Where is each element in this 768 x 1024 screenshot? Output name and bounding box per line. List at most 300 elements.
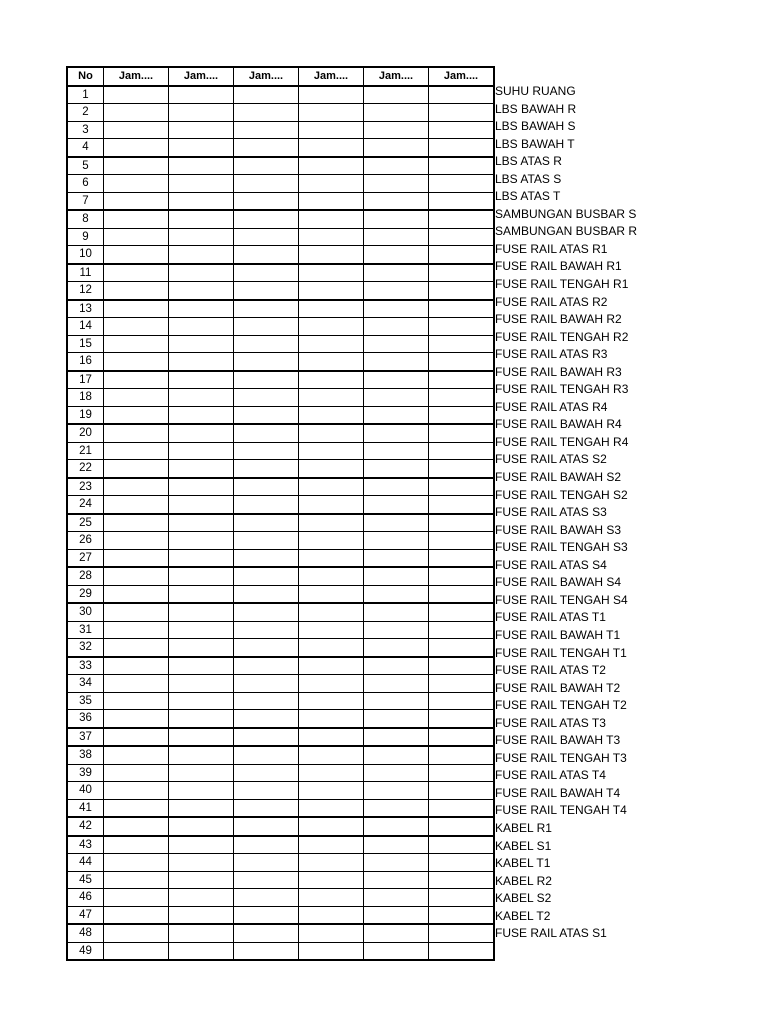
entry-cell[interactable]	[104, 460, 169, 478]
row-label: KABEL S1	[495, 838, 552, 853]
table-row	[67, 406, 494, 424]
entry-cell[interactable]	[299, 692, 364, 710]
entry-cell[interactable]	[364, 353, 429, 371]
entry-cell[interactable]	[104, 192, 169, 210]
entry-cell[interactable]	[364, 282, 429, 300]
entry-cell[interactable]	[234, 157, 299, 175]
entry-cell[interactable]	[429, 264, 495, 282]
entry-cell[interactable]	[364, 496, 429, 514]
entry-cell[interactable]	[364, 728, 429, 747]
entry-cell[interactable]	[234, 764, 299, 782]
entry-cell[interactable]	[104, 478, 169, 496]
entry-cell[interactable]	[364, 192, 429, 210]
entry-cell[interactable]	[169, 389, 234, 407]
entry-cell[interactable]	[104, 139, 169, 157]
entry-cell[interactable]	[429, 514, 495, 532]
entry-cell[interactable]	[364, 854, 429, 872]
entry-cell[interactable]	[104, 175, 169, 193]
entry-cell[interactable]	[234, 924, 299, 942]
entry-cell[interactable]	[234, 675, 299, 693]
entry-cell[interactable]	[364, 514, 429, 532]
entry-cell[interactable]	[364, 264, 429, 282]
entry-cell[interactable]	[299, 86, 364, 104]
entry-cell[interactable]	[234, 603, 299, 621]
entry-cell[interactable]	[104, 906, 169, 924]
entry-cell[interactable]	[364, 228, 429, 246]
row-number: 31	[67, 621, 104, 639]
entry-cell[interactable]	[429, 406, 495, 424]
entry-cell[interactable]	[169, 549, 234, 567]
entry-cell[interactable]	[104, 424, 169, 442]
entry-cell[interactable]	[299, 567, 364, 585]
entry-cell[interactable]	[364, 567, 429, 585]
entry-cell[interactable]	[234, 532, 299, 550]
entry-cell[interactable]	[299, 406, 364, 424]
entry-cell[interactable]	[429, 192, 495, 210]
entry-cell[interactable]	[299, 728, 364, 747]
entry-cell[interactable]	[169, 335, 234, 353]
entry-cell[interactable]	[299, 782, 364, 800]
entry-cell[interactable]	[429, 86, 495, 104]
entry-cell[interactable]	[104, 799, 169, 817]
entry-cell[interactable]	[169, 157, 234, 175]
entry-cell[interactable]	[169, 514, 234, 532]
entry-cell[interactable]	[169, 532, 234, 550]
entry-cell[interactable]	[234, 567, 299, 585]
entry-cell[interactable]	[169, 567, 234, 585]
entry-cell[interactable]	[429, 871, 495, 889]
entry-cell[interactable]	[169, 353, 234, 371]
entry-cell[interactable]	[234, 782, 299, 800]
entry-cell[interactable]	[104, 603, 169, 621]
entry-cell[interactable]	[429, 799, 495, 817]
entry-cell[interactable]	[104, 692, 169, 710]
entry-cell[interactable]	[234, 585, 299, 603]
entry-cell[interactable]	[104, 264, 169, 282]
entry-cell[interactable]	[234, 318, 299, 336]
entry-cell[interactable]	[299, 889, 364, 907]
entry-cell[interactable]	[169, 836, 234, 854]
entry-cell[interactable]	[299, 371, 364, 389]
entry-cell[interactable]	[299, 942, 364, 960]
entry-cell[interactable]	[169, 675, 234, 693]
entry-cell[interactable]	[364, 442, 429, 460]
entry-cell[interactable]	[104, 854, 169, 872]
entry-cell[interactable]	[104, 942, 169, 960]
entry-cell[interactable]	[169, 728, 234, 747]
entry-cell[interactable]	[234, 175, 299, 193]
header-jam-5: Jam....	[364, 67, 429, 86]
entry-cell[interactable]	[429, 889, 495, 907]
entry-cell[interactable]	[429, 442, 495, 460]
entry-cell[interactable]	[429, 228, 495, 246]
entry-cell[interactable]	[234, 514, 299, 532]
entry-cell[interactable]	[299, 442, 364, 460]
entry-cell[interactable]	[104, 335, 169, 353]
entry-cell[interactable]	[104, 549, 169, 567]
entry-cell[interactable]	[234, 424, 299, 442]
entry-cell[interactable]	[429, 764, 495, 782]
entry-cell[interactable]	[429, 621, 495, 639]
entry-cell[interactable]	[429, 424, 495, 442]
entry-cell[interactable]	[299, 246, 364, 264]
entry-cell[interactable]	[364, 460, 429, 478]
entry-cell[interactable]	[429, 335, 495, 353]
entry-cell[interactable]	[234, 300, 299, 318]
entry-cell[interactable]	[104, 657, 169, 675]
entry-cell[interactable]	[364, 603, 429, 621]
entry-cell[interactable]	[104, 675, 169, 693]
entry-cell[interactable]	[364, 389, 429, 407]
entry-cell[interactable]	[169, 442, 234, 460]
entry-cell[interactable]	[234, 621, 299, 639]
entry-cell[interactable]	[234, 728, 299, 747]
entry-cell[interactable]	[169, 692, 234, 710]
entry-cell[interactable]	[234, 657, 299, 675]
entry-cell[interactable]	[429, 836, 495, 854]
entry-cell[interactable]	[429, 817, 495, 836]
entry-cell[interactable]	[234, 549, 299, 567]
entry-cell[interactable]	[234, 710, 299, 728]
entry-cell[interactable]	[104, 621, 169, 639]
entry-cell[interactable]	[364, 836, 429, 854]
entry-cell[interactable]	[104, 371, 169, 389]
entry-cell[interactable]	[234, 746, 299, 764]
entry-cell[interactable]	[429, 496, 495, 514]
entry-cell[interactable]	[169, 478, 234, 496]
entry-cell[interactable]	[299, 210, 364, 228]
entry-cell[interactable]	[364, 799, 429, 817]
entry-cell[interactable]	[234, 406, 299, 424]
entry-cell[interactable]	[299, 496, 364, 514]
entry-cell[interactable]	[234, 817, 299, 836]
entry-cell[interactable]	[299, 871, 364, 889]
entry-cell[interactable]	[169, 246, 234, 264]
table-row	[67, 906, 494, 924]
entry-cell[interactable]	[104, 406, 169, 424]
entry-cell[interactable]	[364, 817, 429, 836]
entry-cell[interactable]	[234, 639, 299, 657]
entry-cell[interactable]	[364, 139, 429, 157]
entry-cell[interactable]	[234, 210, 299, 228]
entry-cell[interactable]	[234, 836, 299, 854]
entry-cell[interactable]	[299, 282, 364, 300]
entry-cell[interactable]	[169, 924, 234, 942]
entry-cell[interactable]	[364, 175, 429, 193]
entry-cell[interactable]	[104, 246, 169, 264]
entry-cell[interactable]	[429, 906, 495, 924]
entry-cell[interactable]	[299, 104, 364, 122]
entry-cell[interactable]	[169, 871, 234, 889]
entry-cell[interactable]	[234, 228, 299, 246]
entry-cell[interactable]	[169, 282, 234, 300]
entry-cell[interactable]	[169, 318, 234, 336]
entry-cell[interactable]	[299, 121, 364, 139]
entry-cell[interactable]	[364, 942, 429, 960]
entry-cell[interactable]	[299, 157, 364, 175]
entry-cell[interactable]	[429, 639, 495, 657]
entry-cell[interactable]	[104, 228, 169, 246]
entry-cell[interactable]	[169, 710, 234, 728]
entry-cell[interactable]	[104, 746, 169, 764]
entry-cell[interactable]	[299, 621, 364, 639]
entry-cell[interactable]	[234, 282, 299, 300]
entry-cell[interactable]	[429, 782, 495, 800]
entry-cell[interactable]	[169, 300, 234, 318]
entry-cell[interactable]	[429, 603, 495, 621]
entry-cell[interactable]	[429, 549, 495, 567]
entry-cell[interactable]	[169, 942, 234, 960]
entry-cell[interactable]	[104, 764, 169, 782]
entry-cell[interactable]	[234, 854, 299, 872]
entry-cell[interactable]	[234, 104, 299, 122]
entry-cell[interactable]	[104, 300, 169, 318]
entry-cell[interactable]	[299, 424, 364, 442]
entry-cell[interactable]	[299, 389, 364, 407]
entry-cell[interactable]	[364, 621, 429, 639]
entry-cell[interactable]	[169, 86, 234, 104]
entry-cell[interactable]	[234, 353, 299, 371]
entry-cell[interactable]	[104, 104, 169, 122]
entry-cell[interactable]	[429, 567, 495, 585]
entry-cell[interactable]	[169, 657, 234, 675]
entry-cell[interactable]	[429, 353, 495, 371]
entry-cell[interactable]	[299, 192, 364, 210]
entry-cell[interactable]	[299, 264, 364, 282]
entry-cell[interactable]	[429, 157, 495, 175]
entry-cell[interactable]	[169, 139, 234, 157]
entry-cell[interactable]	[299, 549, 364, 567]
entry-cell[interactable]	[299, 799, 364, 817]
entry-cell[interactable]	[104, 817, 169, 836]
entry-cell[interactable]	[429, 585, 495, 603]
entry-cell[interactable]	[299, 675, 364, 693]
entry-cell[interactable]	[234, 871, 299, 889]
entry-cell[interactable]	[364, 764, 429, 782]
entry-cell[interactable]	[234, 264, 299, 282]
entry-cell[interactable]	[169, 424, 234, 442]
entry-cell[interactable]	[234, 692, 299, 710]
entry-cell[interactable]	[364, 424, 429, 442]
entry-cell[interactable]	[169, 603, 234, 621]
entry-cell[interactable]	[234, 335, 299, 353]
entry-cell[interactable]	[169, 496, 234, 514]
entry-cell[interactable]	[429, 942, 495, 960]
entry-cell[interactable]	[169, 799, 234, 817]
entry-cell[interactable]	[364, 86, 429, 104]
entry-cell[interactable]	[104, 782, 169, 800]
entry-cell[interactable]	[429, 175, 495, 193]
entry-cell[interactable]	[234, 246, 299, 264]
entry-cell[interactable]	[364, 121, 429, 139]
entry-cell[interactable]	[169, 210, 234, 228]
entry-cell[interactable]	[364, 710, 429, 728]
entry-cell[interactable]	[299, 228, 364, 246]
entry-cell[interactable]	[364, 782, 429, 800]
entry-cell[interactable]	[169, 585, 234, 603]
entry-cell[interactable]	[169, 460, 234, 478]
entry-cell[interactable]	[299, 175, 364, 193]
entry-cell[interactable]	[299, 854, 364, 872]
entry-cell[interactable]	[429, 282, 495, 300]
entry-cell[interactable]	[234, 139, 299, 157]
entry-cell[interactable]	[364, 889, 429, 907]
entry-cell[interactable]	[429, 104, 495, 122]
entry-cell[interactable]	[234, 86, 299, 104]
entry-cell[interactable]	[169, 746, 234, 764]
entry-cell[interactable]	[104, 496, 169, 514]
entry-cell[interactable]	[429, 389, 495, 407]
entry-cell[interactable]	[104, 86, 169, 104]
entry-cell[interactable]	[364, 210, 429, 228]
entry-cell[interactable]	[234, 799, 299, 817]
entry-cell[interactable]	[429, 300, 495, 318]
entry-cell[interactable]	[429, 746, 495, 764]
entry-cell[interactable]	[169, 764, 234, 782]
entry-cell[interactable]	[299, 460, 364, 478]
entry-cell[interactable]	[234, 496, 299, 514]
entry-cell[interactable]	[364, 406, 429, 424]
entry-cell[interactable]	[234, 121, 299, 139]
entry-cell[interactable]	[429, 924, 495, 942]
entry-cell[interactable]	[299, 318, 364, 336]
entry-cell[interactable]	[234, 942, 299, 960]
entry-cell[interactable]	[169, 264, 234, 282]
entry-cell[interactable]	[364, 371, 429, 389]
entry-cell[interactable]	[299, 639, 364, 657]
entry-cell[interactable]	[429, 657, 495, 675]
entry-cell[interactable]	[104, 924, 169, 942]
entry-cell[interactable]	[299, 585, 364, 603]
entry-cell[interactable]	[169, 121, 234, 139]
entry-cell[interactable]	[299, 906, 364, 924]
entry-cell[interactable]	[104, 318, 169, 336]
entry-cell[interactable]	[429, 460, 495, 478]
entry-cell[interactable]	[429, 675, 495, 693]
entry-cell[interactable]	[299, 532, 364, 550]
entry-cell[interactable]	[429, 854, 495, 872]
entry-cell[interactable]	[429, 121, 495, 139]
entry-cell[interactable]	[104, 728, 169, 747]
entry-cell[interactable]	[299, 657, 364, 675]
entry-cell[interactable]	[169, 639, 234, 657]
entry-cell[interactable]	[104, 121, 169, 139]
entry-cell[interactable]	[364, 692, 429, 710]
entry-cell[interactable]	[104, 282, 169, 300]
entry-cell[interactable]	[234, 371, 299, 389]
entry-cell[interactable]	[364, 335, 429, 353]
entry-cell[interactable]	[104, 639, 169, 657]
entry-cell[interactable]	[104, 836, 169, 854]
entry-cell[interactable]	[364, 675, 429, 693]
entry-cell[interactable]	[169, 228, 234, 246]
entry-cell[interactable]	[299, 478, 364, 496]
entry-cell[interactable]	[169, 371, 234, 389]
entry-cell[interactable]	[104, 514, 169, 532]
entry-cell[interactable]	[364, 532, 429, 550]
entry-cell[interactable]	[429, 371, 495, 389]
entry-cell[interactable]	[169, 854, 234, 872]
entry-cell[interactable]	[169, 889, 234, 907]
entry-cell[interactable]	[364, 746, 429, 764]
entry-cell[interactable]	[364, 585, 429, 603]
entry-cell[interactable]	[364, 318, 429, 336]
entry-cell[interactable]	[429, 478, 495, 496]
entry-cell[interactable]	[429, 728, 495, 747]
entry-cell[interactable]	[234, 192, 299, 210]
entry-cell[interactable]	[299, 710, 364, 728]
entry-cell[interactable]	[429, 246, 495, 264]
entry-cell[interactable]	[104, 871, 169, 889]
entry-cell[interactable]	[299, 300, 364, 318]
entry-cell[interactable]	[299, 746, 364, 764]
entry-cell[interactable]	[169, 104, 234, 122]
entry-cell[interactable]	[104, 353, 169, 371]
entry-cell[interactable]	[364, 300, 429, 318]
entry-cell[interactable]	[169, 175, 234, 193]
entry-cell[interactable]	[169, 782, 234, 800]
entry-cell[interactable]	[364, 157, 429, 175]
entry-cell[interactable]	[299, 353, 364, 371]
entry-cell[interactable]	[234, 389, 299, 407]
entry-cell[interactable]	[169, 817, 234, 836]
entry-cell[interactable]	[299, 817, 364, 836]
entry-cell[interactable]	[429, 692, 495, 710]
entry-cell[interactable]	[104, 889, 169, 907]
entry-cell[interactable]	[429, 139, 495, 157]
entry-cell[interactable]	[299, 514, 364, 532]
entry-cell[interactable]	[429, 210, 495, 228]
entry-cell[interactable]	[364, 871, 429, 889]
entry-cell[interactable]	[104, 532, 169, 550]
entry-cell[interactable]	[299, 924, 364, 942]
entry-cell[interactable]	[169, 406, 234, 424]
entry-cell[interactable]	[364, 478, 429, 496]
entry-cell[interactable]	[299, 603, 364, 621]
entry-cell[interactable]	[234, 460, 299, 478]
entry-cell[interactable]	[104, 710, 169, 728]
entry-cell[interactable]	[364, 639, 429, 657]
entry-cell[interactable]	[104, 210, 169, 228]
entry-cell[interactable]	[234, 889, 299, 907]
row-number: 27	[67, 549, 104, 567]
entry-cell[interactable]	[169, 192, 234, 210]
entry-cell[interactable]	[364, 549, 429, 567]
entry-cell[interactable]	[429, 318, 495, 336]
entry-cell[interactable]	[234, 478, 299, 496]
entry-cell[interactable]	[234, 442, 299, 460]
entry-cell[interactable]	[299, 836, 364, 854]
entry-cell[interactable]	[104, 157, 169, 175]
entry-cell[interactable]	[364, 104, 429, 122]
entry-cell[interactable]	[169, 621, 234, 639]
entry-cell[interactable]	[429, 710, 495, 728]
entry-cell[interactable]	[364, 657, 429, 675]
entry-cell[interactable]	[364, 906, 429, 924]
entry-cell[interactable]	[169, 906, 234, 924]
entry-cell[interactable]	[234, 906, 299, 924]
entry-cell[interactable]	[299, 139, 364, 157]
entry-cell[interactable]	[299, 764, 364, 782]
entry-cell[interactable]	[429, 532, 495, 550]
entry-cell[interactable]	[104, 442, 169, 460]
entry-cell[interactable]	[364, 924, 429, 942]
entry-cell[interactable]	[104, 567, 169, 585]
entry-cell[interactable]	[299, 335, 364, 353]
entry-cell[interactable]	[104, 585, 169, 603]
entry-cell[interactable]	[104, 389, 169, 407]
entry-cell[interactable]	[364, 246, 429, 264]
